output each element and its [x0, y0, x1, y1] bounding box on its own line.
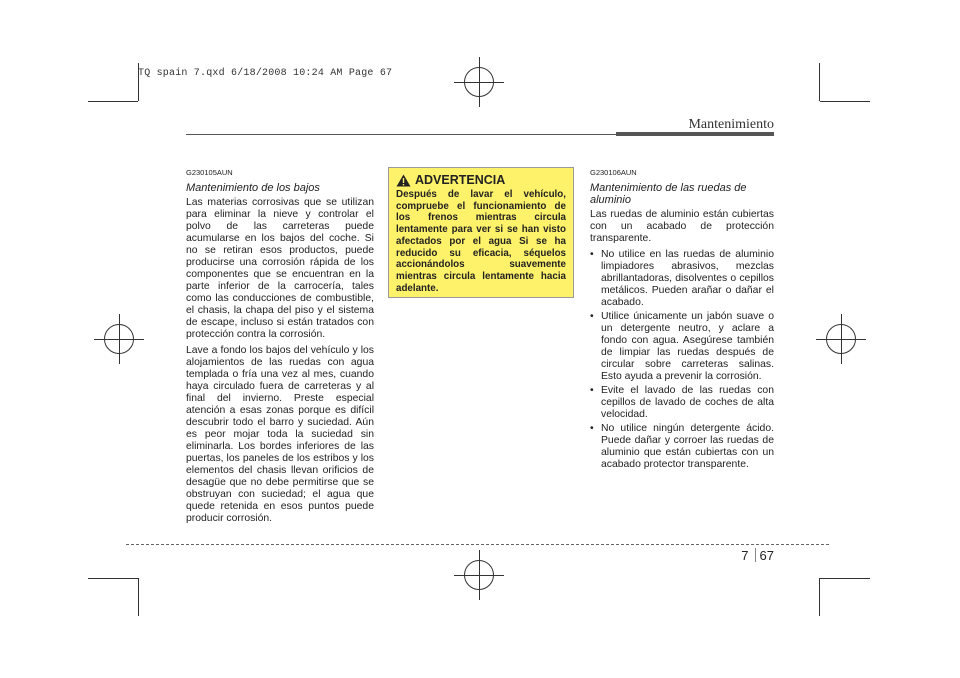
chapter-number: 7: [741, 548, 749, 563]
body-paragraph: Las ruedas de aluminio están cubiertas con un acabado de protección transparente.: [590, 209, 774, 244]
body-paragraph: Lave a fondo los bajos del vehículo y los alojamientos de las ruedas con agua templada o fría una vez al mes, cuando haya circulado fuera de carreteras y al final del invierno. Preste especial atención a esas zonas porque es difícil descubrir todo el barro y suciedad. Aún es peor mojar toda la suciedad sin eliminarla. Los bordes inferiores de las puertas, los paneles de los estribos y los elementos del chasis llevan orificios de desagüe que no debe permitirse que se obstruyan con suciedad; el agua que quede retenida en esos puntos puede producir corrosión.: [186, 345, 374, 524]
list-item: • Evite el lavado de las ruedas con cepillos de lavado de coches de alta velocidad.: [590, 385, 774, 421]
page-number: [741, 548, 774, 563]
list-item: • No utilice ningún detergente ácido. Puede dañar y corroer las ruedas de aluminio que están cubiertas con un acabado protector transparente.: [590, 423, 774, 471]
header-rule: [186, 134, 616, 135]
section-heading: Mantenimiento de los bajos: [186, 182, 320, 194]
footer-dashed-rule: [126, 544, 829, 545]
page-number-value: 67: [759, 548, 774, 563]
warning-title: ADVERTENCIA: [415, 173, 506, 187]
section-title: Mantenimiento: [688, 117, 774, 132]
page-number-divider: [755, 548, 756, 562]
bullet-list: [590, 249, 774, 471]
print-slug: TQ spain 7.qxd 6/18/2008 10:24 AM Page 67: [138, 68, 393, 79]
section-code: G230105AUN: [186, 168, 233, 177]
header-rule-accent: [616, 132, 774, 136]
list-item: • Utilice únicamente un jabón suave o un detergente neutro, y aclare a fondo con agua. Asegúrese también de limpiar las ruedas después de circular sobre carreteras salinas. Esto ayuda a prevenir la corrosión.: [590, 311, 774, 383]
warning-box: [388, 167, 574, 298]
section-code: G230106AUN: [590, 168, 637, 177]
body-paragraph: Las materias corrosivas que se utilizan para eliminar la nieve y controlar el polvo de las carreteras puede acumularse en los bajos del coche. Si no se retiran esos productos, puede producirse una corrosión rápida de los componentes que se encuentran en la parte inferior de la carrocería, tales como las conducciones de combustible, el chasis, la chapa del piso y el sistema de escape, incluso si están tratados con protección contra la corrosión.: [186, 197, 374, 340]
warning-header: [396, 173, 566, 187]
list-item: • No utilice en las ruedas de aluminio limpiadores abrasivos, mezclas abrillantadoras, disolventes o cepillos metálicos. Pueden arañar o dañar el acabado.: [590, 249, 774, 309]
right-column: [590, 168, 774, 473]
warning-triangle-icon: [396, 174, 411, 187]
warning-text: Después de lavar el vehículo, compruebe el funcionamiento de los frenos mientras circula lentamente para ver si se han visto afectados por el agua Si se ha reducido su eficacia, séquelos accionándolos suavemente mientras circula lentamente hacia adelante.: [396, 189, 566, 294]
section-heading: Mantenimiento de las ruedas de aluminio: [590, 182, 747, 206]
left-column: [186, 168, 374, 529]
